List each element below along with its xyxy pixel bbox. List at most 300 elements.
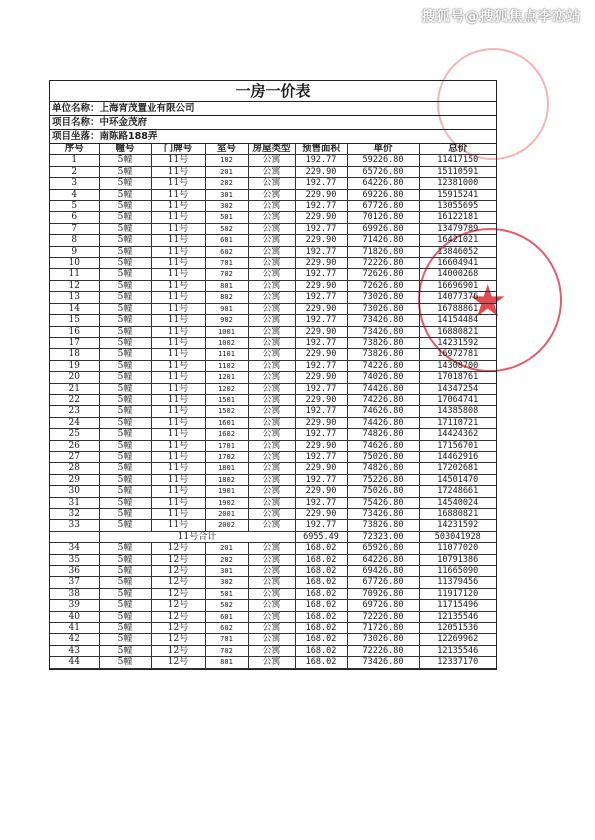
door-no-cell: 11号 [151, 383, 205, 394]
room-no-cell: 301 [205, 189, 248, 200]
row-number-cell: 38 [50, 588, 99, 599]
house-type-cell: 公寓 [248, 645, 295, 656]
total-price-cell: 14347254 [419, 383, 496, 394]
house-type-cell: 公寓 [248, 372, 295, 383]
door-no-cell: 11号 [151, 235, 205, 246]
row-number-cell: 3 [50, 178, 99, 189]
presale-area-cell: 229.90 [295, 372, 347, 383]
total-price-cell: 14462916 [419, 451, 496, 462]
row-number-cell: 26 [50, 440, 99, 451]
house-type-cell: 公寓 [248, 315, 295, 326]
price-table [50, 144, 496, 669]
house-type-cell: 公寓 [248, 497, 295, 508]
project-address-line: 项目坐落：南陈路188弄 [50, 130, 496, 144]
presale-area-cell: 192.77 [295, 497, 347, 508]
total-price-cell: 16696901 [419, 280, 496, 291]
door-no-cell: 11号 [151, 451, 205, 462]
row-number-cell: 9 [50, 246, 99, 257]
presale-area-cell: 229.90 [295, 463, 347, 474]
door-no-cell: 11号 [151, 372, 205, 383]
header-cell: 门牌号 [151, 144, 205, 155]
total-price-cell: 14000268 [419, 269, 496, 280]
unit-price-cell: 74226.80 [347, 360, 419, 371]
header-cell: 单价 [347, 144, 419, 155]
building-no-cell: 5幢 [99, 258, 151, 269]
total-price-cell: 12135546 [419, 645, 496, 656]
unit-price-cell: 75226.80 [347, 474, 419, 485]
row-number-cell: 41 [50, 623, 99, 634]
total-price-cell: 14385808 [419, 406, 496, 417]
building-no-cell: 5幢 [99, 201, 151, 212]
door-no-cell: 11号 [151, 201, 205, 212]
table-row [50, 406, 496, 417]
unit-price-cell: 74626.80 [347, 406, 419, 417]
building-no-cell: 5幢 [99, 292, 151, 303]
house-type-cell: 公寓 [248, 440, 295, 451]
door-no-cell: 12号 [151, 657, 205, 668]
door-no-cell: 12号 [151, 623, 205, 634]
house-type-cell: 公寓 [248, 303, 295, 314]
presale-area-cell: 192.77 [295, 315, 347, 326]
unit-price-cell: 69726.80 [347, 600, 419, 611]
total-price-cell: 14308700 [419, 360, 496, 371]
total-price-cell: 14501470 [419, 474, 496, 485]
door-no-cell: 12号 [151, 566, 205, 577]
room-no-cell: 702 [205, 269, 248, 280]
presale-area-cell: 229.90 [295, 303, 347, 314]
house-type-cell: 公寓 [248, 566, 295, 577]
house-type-cell: 公寓 [248, 201, 295, 212]
total-price-cell: 10791386 [419, 554, 496, 565]
door-no-cell: 11号 [151, 223, 205, 234]
door-no-cell: 11号 [151, 303, 205, 314]
door-no-cell: 12号 [151, 543, 205, 554]
building-no-cell: 5幢 [99, 360, 151, 371]
total-price-cell: 13055695 [419, 201, 496, 212]
total-price-cell: 14231592 [419, 337, 496, 348]
building-no-cell: 5幢 [99, 497, 151, 508]
room-no-cell: 602 [205, 623, 248, 634]
room-no-cell: 202 [205, 554, 248, 565]
building-no-cell: 5幢 [99, 623, 151, 634]
seal-star-icon: ★ [468, 276, 508, 327]
room-no-cell: 802 [205, 292, 248, 303]
presale-area-cell: 192.77 [295, 520, 347, 531]
table-row [50, 337, 496, 348]
house-type-cell: 公寓 [248, 360, 295, 371]
total-price-cell: 14231592 [419, 520, 496, 531]
building-no-cell: 5幢 [99, 588, 151, 599]
building-no-cell: 5幢 [99, 406, 151, 417]
room-no-cell: 702 [205, 645, 248, 656]
house-type-cell: 公寓 [248, 451, 295, 462]
total-price-cell: 16972781 [419, 349, 496, 360]
unit-price-cell: 72226.80 [347, 645, 419, 656]
house-type-cell: 公寓 [248, 623, 295, 634]
room-no-cell: 1001 [205, 326, 248, 337]
presale-area-cell: 192.77 [295, 337, 347, 348]
house-type-cell: 公寓 [248, 223, 295, 234]
table-row [50, 611, 496, 622]
total-price-cell: 17064741 [419, 394, 496, 405]
door-no-cell: 12号 [151, 554, 205, 565]
total-price-cell: 16788861 [419, 303, 496, 314]
presale-area-cell: 192.77 [295, 360, 347, 371]
presale-area-cell: 229.90 [295, 326, 347, 337]
total-price-cell: 17248661 [419, 486, 496, 497]
row-number-cell: 14 [50, 303, 99, 314]
building-no-cell: 5幢 [99, 657, 151, 668]
room-no-cell: 801 [205, 280, 248, 291]
total-price-cell: 17202681 [419, 463, 496, 474]
room-no-cell: 1102 [205, 360, 248, 371]
total-price-cell: 17156701 [419, 440, 496, 451]
unit-price-cell: 74426.80 [347, 383, 419, 394]
row-number-cell: 39 [50, 600, 99, 611]
unit-price-cell: 74826.80 [347, 463, 419, 474]
building-no-cell: 5幢 [99, 166, 151, 177]
unit-price-cell: 71426.80 [347, 235, 419, 246]
house-type-cell: 公寓 [248, 235, 295, 246]
subtotal-price: 72323.00 [347, 531, 419, 542]
presale-area-cell: 192.77 [295, 269, 347, 280]
total-price-cell: 11379456 [419, 577, 496, 588]
door-no-cell: 11号 [151, 166, 205, 177]
row-number-cell: 27 [50, 451, 99, 462]
room-no-cell: 102 [205, 155, 248, 166]
table-row [50, 292, 496, 303]
presale-area-cell: 229.90 [295, 440, 347, 451]
door-no-cell: 11号 [151, 349, 205, 360]
presale-area-cell: 168.02 [295, 588, 347, 599]
house-type-cell: 公寓 [248, 258, 295, 269]
presale-area-cell: 192.77 [295, 292, 347, 303]
room-no-cell: 1702 [205, 451, 248, 462]
room-no-cell: 1701 [205, 440, 248, 451]
room-no-cell: 801 [205, 657, 248, 668]
table-row [50, 657, 496, 668]
table-header-row [50, 144, 496, 155]
house-type-cell: 公寓 [248, 189, 295, 200]
table-row [50, 394, 496, 405]
unit-price-cell: 73026.80 [347, 634, 419, 645]
house-type-cell: 公寓 [248, 337, 295, 348]
row-number-cell: 29 [50, 474, 99, 485]
row-number-cell: 22 [50, 394, 99, 405]
building-no-cell: 5幢 [99, 611, 151, 622]
door-no-cell: 11号 [151, 292, 205, 303]
subtotal-row [50, 531, 496, 542]
building-no-cell: 5幢 [99, 383, 151, 394]
unit-price-cell: 74426.80 [347, 417, 419, 428]
table-row [50, 577, 496, 588]
door-no-cell: 12号 [151, 600, 205, 611]
unit-price-cell: 64226.80 [347, 178, 419, 189]
door-no-cell: 11号 [151, 429, 205, 440]
building-no-cell: 5幢 [99, 429, 151, 440]
door-no-cell: 11号 [151, 486, 205, 497]
room-no-cell: 601 [205, 235, 248, 246]
row-number-cell: 8 [50, 235, 99, 246]
row-number-cell: 42 [50, 634, 99, 645]
door-no-cell: 11号 [151, 509, 205, 520]
door-no-cell: 11号 [151, 212, 205, 223]
house-type-cell: 公寓 [248, 178, 295, 189]
row-number-cell: 17 [50, 337, 99, 348]
house-type-cell: 公寓 [248, 486, 295, 497]
door-no-cell: 11号 [151, 520, 205, 531]
row-number-cell: 43 [50, 645, 99, 656]
presale-area-cell: 229.90 [295, 235, 347, 246]
unit-price-cell: 72626.80 [347, 280, 419, 291]
subtotal-area: 6955.49 [295, 531, 347, 542]
building-no-cell: 5幢 [99, 280, 151, 291]
total-price-cell: 16421021 [419, 235, 496, 246]
building-no-cell: 5幢 [99, 372, 151, 383]
table-row [50, 189, 496, 200]
total-price-cell: 17018761 [419, 372, 496, 383]
house-type-cell: 公寓 [248, 280, 295, 291]
unit-price-cell: 75426.80 [347, 497, 419, 508]
table-row [50, 634, 496, 645]
total-price-cell: 12381000 [419, 178, 496, 189]
building-no-cell: 5幢 [99, 326, 151, 337]
row-number-cell: 16 [50, 326, 99, 337]
row-number-cell: 1 [50, 155, 99, 166]
row-number-cell: 35 [50, 554, 99, 565]
room-no-cell: 601 [205, 611, 248, 622]
room-no-cell: 2001 [205, 509, 248, 520]
room-no-cell: 202 [205, 178, 248, 189]
door-no-cell: 11号 [151, 280, 205, 291]
total-price-cell: 13846052 [419, 246, 496, 257]
table-row [50, 623, 496, 634]
table-row [50, 280, 496, 291]
house-type-cell: 公寓 [248, 543, 295, 554]
table-body-12 [50, 543, 496, 668]
door-no-cell: 12号 [151, 634, 205, 645]
building-no-cell: 5幢 [99, 417, 151, 428]
row-number-cell: 37 [50, 577, 99, 588]
building-no-cell: 5幢 [99, 543, 151, 554]
total-price-cell: 11665090 [419, 566, 496, 577]
building-no-cell: 5幢 [99, 349, 151, 360]
unit-price-cell: 71826.80 [347, 246, 419, 257]
unit-price-cell: 69226.80 [347, 189, 419, 200]
room-no-cell: 1901 [205, 486, 248, 497]
total-price-cell: 11715496 [419, 600, 496, 611]
room-no-cell: 901 [205, 303, 248, 314]
table-row [50, 440, 496, 451]
house-type-cell: 公寓 [248, 394, 295, 405]
unit-price-cell: 72226.80 [347, 258, 419, 269]
house-type-cell: 公寓 [248, 611, 295, 622]
row-number-cell: 36 [50, 566, 99, 577]
building-no-cell: 5幢 [99, 394, 151, 405]
building-no-cell: 5幢 [99, 269, 151, 280]
unit-price-cell: 69926.80 [347, 223, 419, 234]
subtotal-section [50, 531, 496, 542]
room-no-cell: 701 [205, 258, 248, 269]
presale-area-cell: 229.90 [295, 280, 347, 291]
door-no-cell: 11号 [151, 178, 205, 189]
table-row [50, 600, 496, 611]
table-row [50, 383, 496, 394]
unit-price-cell: 73826.80 [347, 349, 419, 360]
house-type-cell: 公寓 [248, 463, 295, 474]
presale-area-cell: 229.90 [295, 349, 347, 360]
building-no-cell: 5幢 [99, 178, 151, 189]
presale-area-cell: 229.90 [295, 166, 347, 177]
building-no-cell: 5幢 [99, 554, 151, 565]
presale-area-cell: 229.90 [295, 394, 347, 405]
unit-price-cell: 67726.80 [347, 577, 419, 588]
header-cell: 房屋类型 [248, 144, 295, 155]
presale-area-cell: 168.02 [295, 554, 347, 565]
building-no-cell: 5幢 [99, 246, 151, 257]
unit-price-cell: 74826.80 [347, 429, 419, 440]
room-no-cell: 1802 [205, 474, 248, 485]
unit-price-cell: 73426.80 [347, 509, 419, 520]
subtotal-blank [50, 531, 99, 542]
presale-area-cell: 168.02 [295, 566, 347, 577]
house-type-cell: 公寓 [248, 246, 295, 257]
total-price-cell: 14540024 [419, 497, 496, 508]
table-row [50, 474, 496, 485]
table-row [50, 349, 496, 360]
door-no-cell: 11号 [151, 269, 205, 280]
total-price-cell: 11077020 [419, 543, 496, 554]
row-number-cell: 21 [50, 383, 99, 394]
building-no-cell: 5幢 [99, 486, 151, 497]
room-no-cell: 502 [205, 600, 248, 611]
row-number-cell: 25 [50, 429, 99, 440]
house-type-cell: 公寓 [248, 349, 295, 360]
row-number-cell: 33 [50, 520, 99, 531]
building-no-cell: 5幢 [99, 463, 151, 474]
total-price-cell: 16604941 [419, 258, 496, 269]
building-no-cell: 5幢 [99, 600, 151, 611]
door-no-cell: 11号 [151, 155, 205, 166]
total-price-cell: 14154484 [419, 315, 496, 326]
building-no-cell: 5幢 [99, 577, 151, 588]
total-price-cell: 17110721 [419, 417, 496, 428]
presale-area-cell: 192.77 [295, 201, 347, 212]
building-no-cell: 5幢 [99, 451, 151, 462]
subtotal-total: 503041928 [419, 531, 496, 542]
row-number-cell: 7 [50, 223, 99, 234]
table-body-11 [50, 155, 496, 531]
room-no-cell: 1002 [205, 337, 248, 348]
unit-price-cell: 67726.80 [347, 201, 419, 212]
door-no-cell: 11号 [151, 189, 205, 200]
house-type-cell: 公寓 [248, 326, 295, 337]
table-row [50, 269, 496, 280]
subtotal-label: 11号合计 [99, 531, 295, 542]
house-type-cell: 公寓 [248, 600, 295, 611]
table-row [50, 155, 496, 166]
door-no-cell: 11号 [151, 258, 205, 269]
total-price-cell: 13479789 [419, 223, 496, 234]
table-row [50, 212, 496, 223]
building-no-cell: 5幢 [99, 645, 151, 656]
unit-price-cell: 74226.80 [347, 394, 419, 405]
total-price-cell: 16880821 [419, 326, 496, 337]
row-number-cell: 19 [50, 360, 99, 371]
house-type-cell: 公寓 [248, 474, 295, 485]
presale-area-cell: 229.90 [295, 417, 347, 428]
unit-price-cell: 72626.80 [347, 269, 419, 280]
unit-price-cell: 75026.80 [347, 486, 419, 497]
table-row [50, 451, 496, 462]
watermark-text: 搜狐号@搜狐焦点李恋站 [421, 9, 581, 25]
total-price-cell: 12337170 [419, 657, 496, 668]
table-row [50, 588, 496, 599]
room-no-cell: 501 [205, 212, 248, 223]
total-price-cell: 11417150 [419, 155, 496, 166]
unit-price-cell: 73026.80 [347, 303, 419, 314]
house-type-cell: 公寓 [248, 634, 295, 645]
presale-area-cell: 192.77 [295, 429, 347, 440]
unit-price-cell: 73426.80 [347, 657, 419, 668]
door-no-cell: 11号 [151, 406, 205, 417]
row-number-cell: 32 [50, 509, 99, 520]
room-no-cell: 1602 [205, 429, 248, 440]
unit-price-cell: 73826.80 [347, 520, 419, 531]
row-number-cell: 34 [50, 543, 99, 554]
house-type-cell: 公寓 [248, 577, 295, 588]
row-number-cell: 12 [50, 280, 99, 291]
building-no-cell: 5幢 [99, 337, 151, 348]
house-type-cell: 公寓 [248, 269, 295, 280]
door-no-cell: 11号 [151, 463, 205, 474]
door-no-cell: 11号 [151, 360, 205, 371]
table-row [50, 543, 496, 554]
table-row [50, 497, 496, 508]
room-no-cell: 502 [205, 223, 248, 234]
total-price-cell: 14424362 [419, 429, 496, 440]
presale-area-cell: 192.77 [295, 223, 347, 234]
house-type-cell: 公寓 [248, 155, 295, 166]
table-row [50, 486, 496, 497]
unit-price-cell: 65926.80 [347, 543, 419, 554]
company-name-line: 单位名称：上海宵茂置业有限公司 [50, 102, 496, 116]
table-row [50, 303, 496, 314]
door-no-cell: 12号 [151, 577, 205, 588]
header-cell: 预售面积 [295, 144, 347, 155]
unit-price-cell: 69426.80 [347, 566, 419, 577]
room-no-cell: 1801 [205, 463, 248, 474]
building-no-cell: 5幢 [99, 520, 151, 531]
presale-area-cell: 192.77 [295, 178, 347, 189]
header-cell: 总价 [419, 144, 496, 155]
presale-area-cell: 229.90 [295, 189, 347, 200]
presale-area-cell: 229.90 [295, 486, 347, 497]
row-number-cell: 23 [50, 406, 99, 417]
door-no-cell: 11号 [151, 315, 205, 326]
row-number-cell: 5 [50, 201, 99, 212]
unit-price-cell: 65726.80 [347, 166, 419, 177]
table-row [50, 315, 496, 326]
presale-area-cell: 192.77 [295, 383, 347, 394]
presale-area-cell: 168.02 [295, 600, 347, 611]
house-type-cell: 公寓 [248, 554, 295, 565]
room-no-cell: 201 [205, 166, 248, 177]
row-number-cell: 18 [50, 349, 99, 360]
presale-area-cell: 168.02 [295, 634, 347, 645]
door-no-cell: 11号 [151, 394, 205, 405]
total-price-cell: 12051536 [419, 623, 496, 634]
